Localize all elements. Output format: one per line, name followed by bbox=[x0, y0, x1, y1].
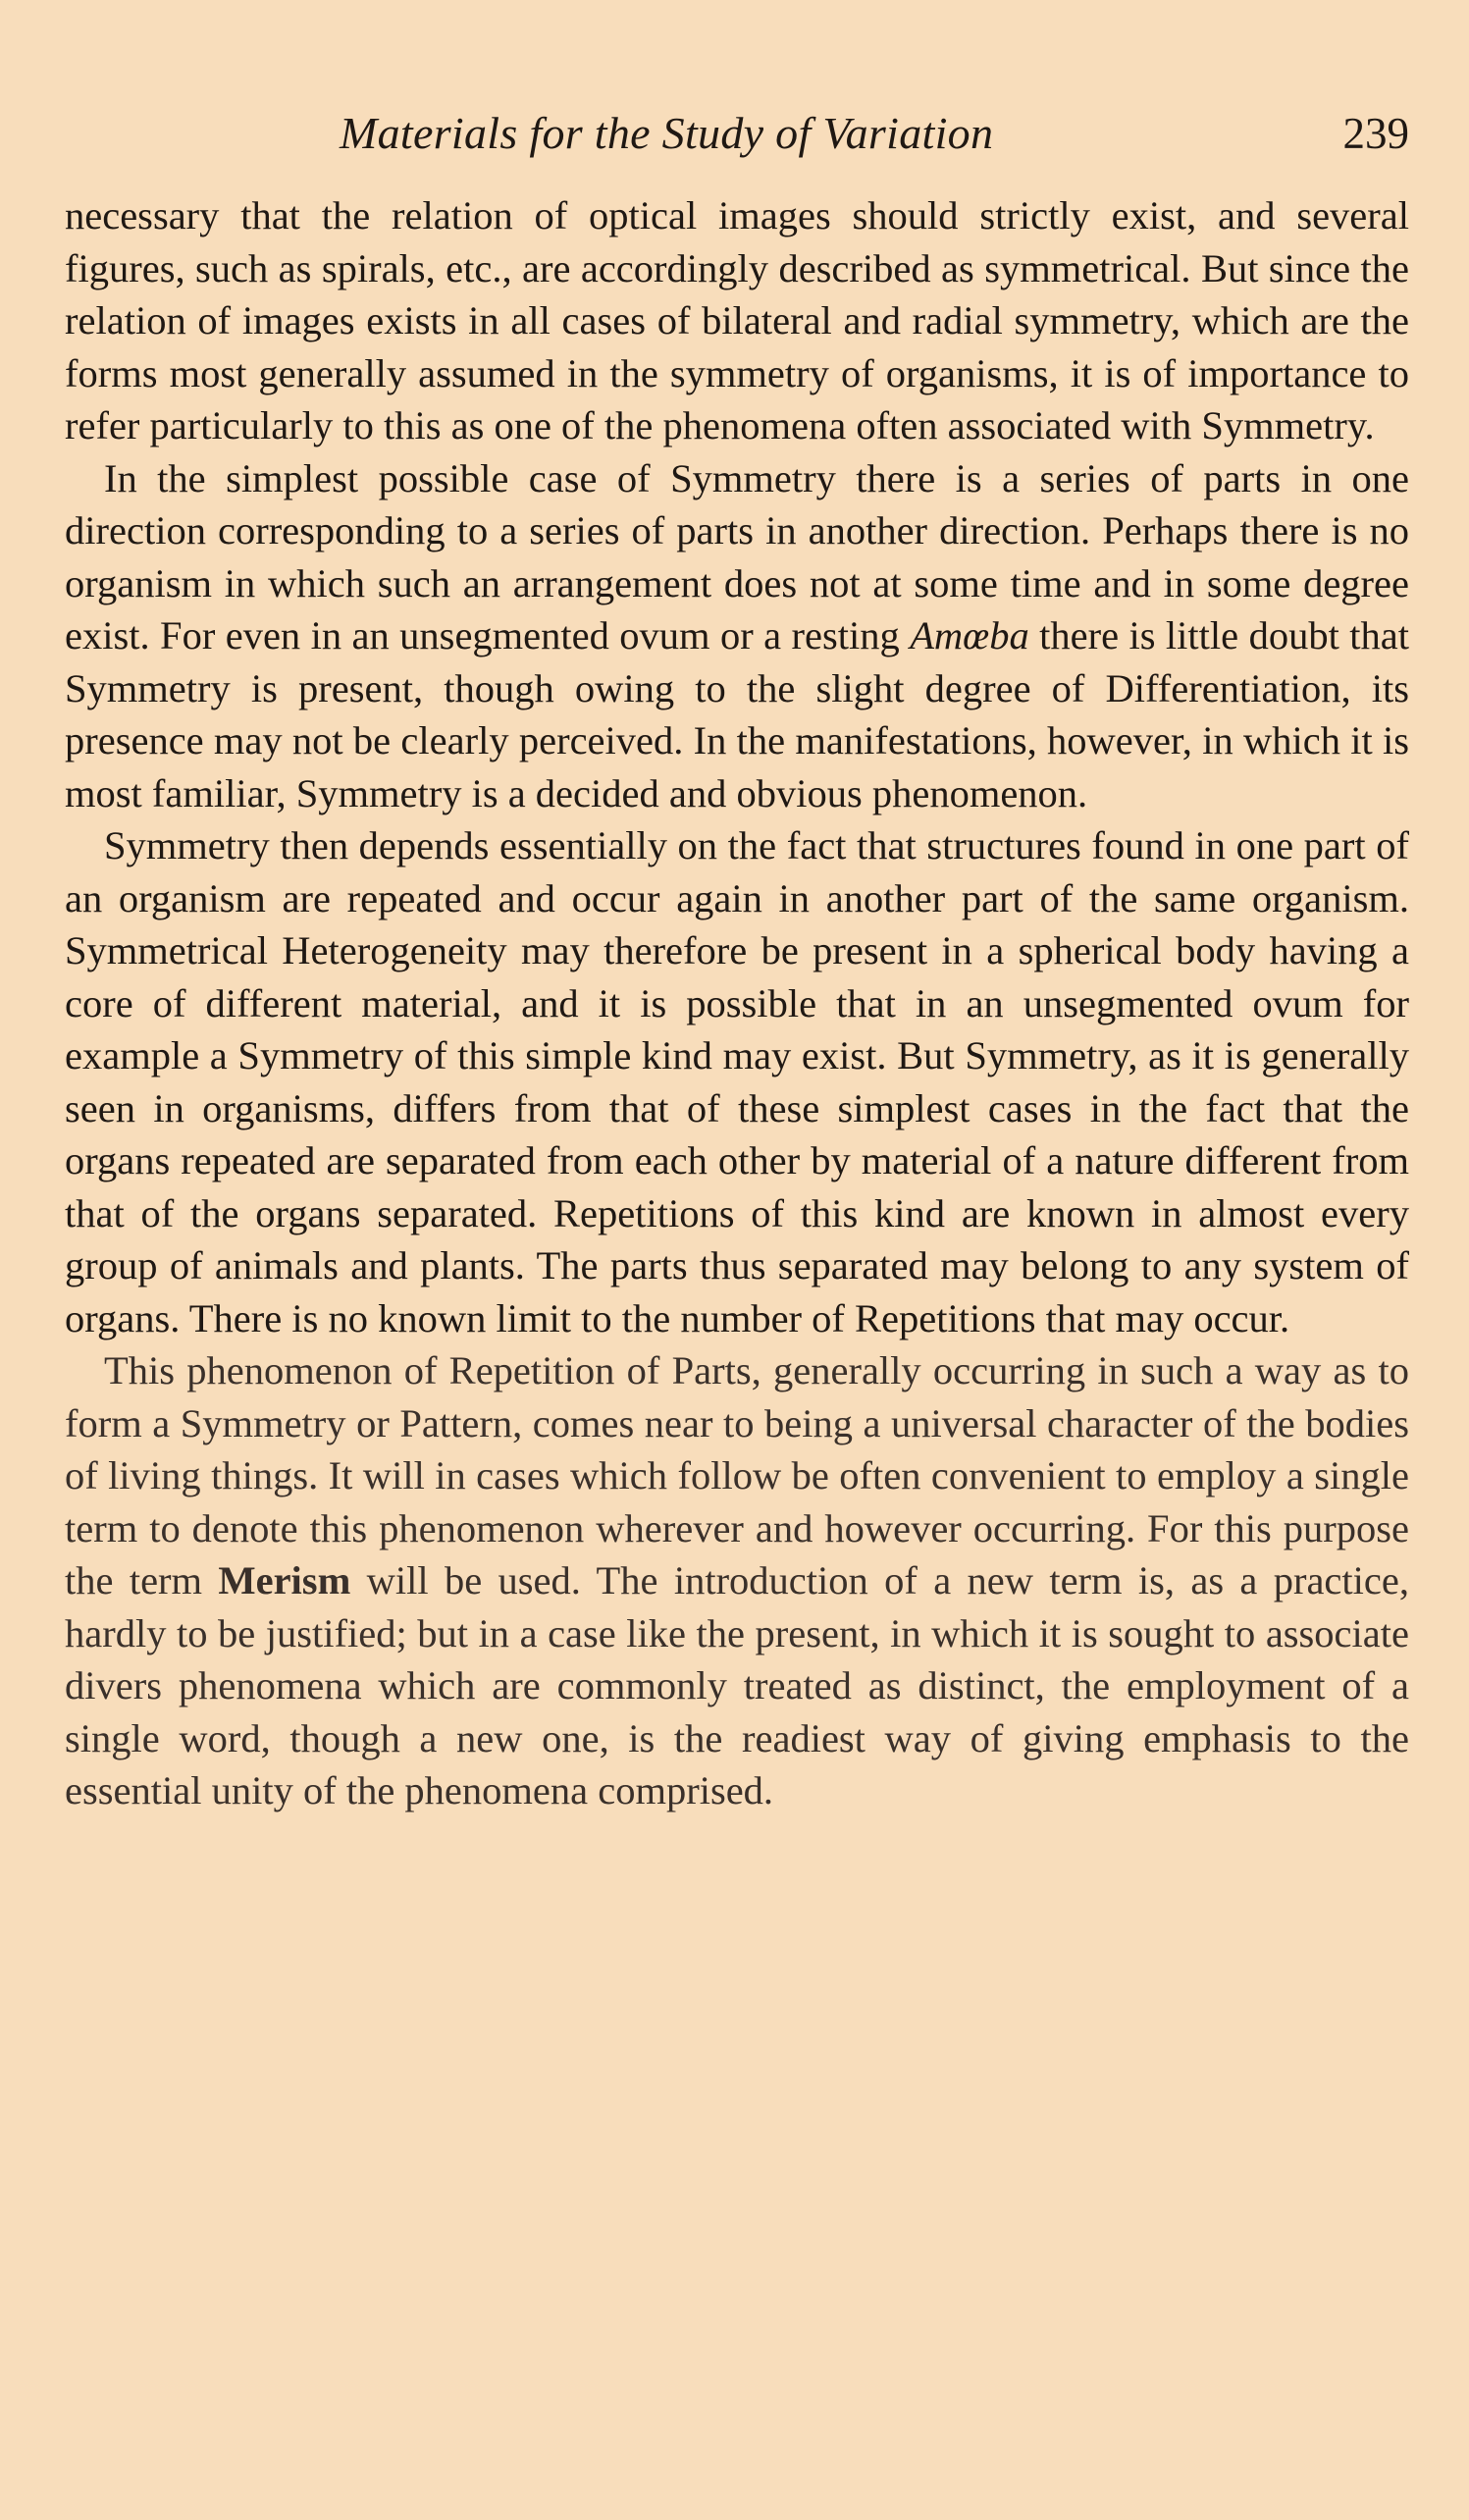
paragraph-4-text-start: This phenomenon of Repetition of Parts, generally occurring in such a way as to form a Symmetry or Pattern, comes near to being a universal character of the bodies of living things. It will in cases which follow be often convenient to employ a single term to denote this phenomenon wherever and however occurring. For this purpose the term bbox=[65, 1348, 1409, 1602]
paragraph-4 bbox=[65, 1344, 1409, 1817]
paragraph-2 bbox=[65, 452, 1409, 820]
paragraph-3-text: Symmetry then depends essentially on the fact that structures found in one part of an organism are repeated and occur again in another part of the same organism. Symmetrical Heterogeneity may therefore be present in a spherical body having a core of different material, and it is possible that in an unsegmented ovum for example a Symmetry of this simple kind may exist. But Symmetry, as it is generally seen in organisms, differs from that of these simplest cases in the fact that the organs repeated are separated from each other by material of a nature different from that of the organs separated. Repetitions of this kind are known in almost every group of animals and plants. The parts thus separated may belong to any system of organs. There is no known limit to the number of Repetitions that may occur. bbox=[65, 823, 1409, 1340]
page-number: 239 bbox=[1342, 109, 1409, 158]
paragraph-4-text-end: will be used. The introduction of a new term is, as a practice, hardly to be justified; but in a case like the present, in which it is sought to associate divers phenomena which are commonly treated as distinct, the employment of a single word, though a new one, is the readiest way of giving emphasis to the essential unity of the phenomena comprised. bbox=[65, 1558, 1409, 1812]
body-text bbox=[65, 189, 1409, 1817]
paragraph-1-text: necessary that the relation of optical images should strictly exist, and several figures, such as spirals, etc., are accordingly described as symmetrical. But since the relation of images exists in all cases of bilateral and radial symmetry, which are the forms most generally assumed in the symmetry of organisms, it is of importance to refer particularly to this as one of the phenomena often associated with Symmetry. bbox=[65, 193, 1409, 447]
paragraph-3 bbox=[65, 819, 1409, 1344]
amoeba-italic-term: Amœba bbox=[910, 613, 1029, 657]
paragraph-1 bbox=[65, 189, 1409, 452]
merism-bold-term: Merism bbox=[218, 1558, 351, 1602]
running-title: Materials for the Study of Variation bbox=[340, 108, 994, 158]
paragraph-2-text-start: In the simplest possible case of Symmetry there is a series of parts in one direction corresponding to a series of parts in another direction. Perhaps there is no organism in which such an arrangement does not at some time and in some degree exist. For even in an unsegmented ovum or a resting bbox=[65, 455, 1409, 657]
paragraph-2-text-end: there is little doubt that Symmetry is present, though owing to the slight degree of Differentiation, its presence may not be clearly perceived. In the manifestations, however, in which it is most familiar, Symmetry is a decided and obvious phenomenon. bbox=[65, 613, 1409, 815]
page-header bbox=[65, 106, 1409, 165]
